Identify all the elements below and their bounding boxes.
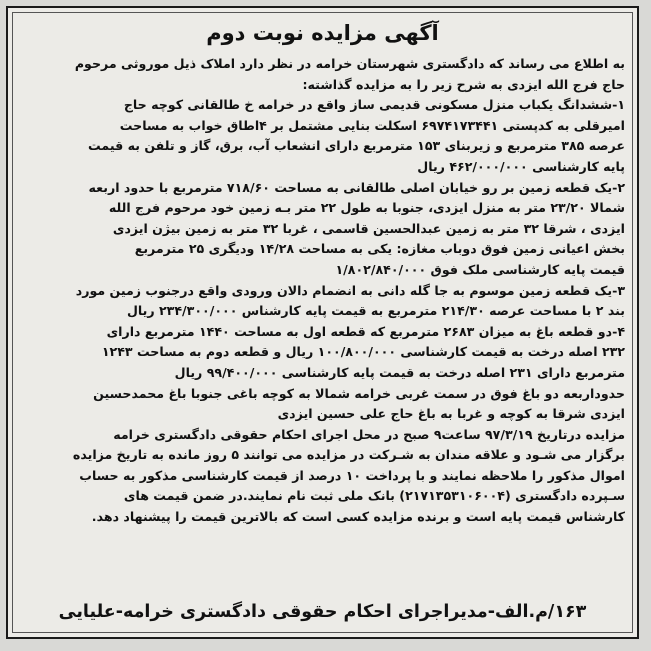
notice-line: سـپرده دادگستری (۲۱۷۱۳۵۳۱۰۶۰۰۴) بانک ملی ثبت نام نمایند.در ضمن قیمت های bbox=[123, 488, 625, 504]
notice-line: ۲۳۲ اصله درخت به قیمت کارشناسی ۱۰۰/۸۰۰/۰۰۰ ریال و قطعه دوم به مساحت ۱۲۴۳ bbox=[101, 344, 625, 360]
notice-line: برگزار می شـود و علاقه مندان به شـرکت در مزایده می توانند ۵ روز مانده به تاریخ مزایده bbox=[72, 447, 625, 463]
notice-line: ۳-یک قطعه زمین موسوم به جا گله دانی به انضمام دالان ورودی واقع درجنوب زمین مورد bbox=[75, 282, 625, 298]
notice-content bbox=[20, 18, 625, 629]
notice-line: کارشناس قیمت پایه است و برنده مزایده کسی است که بالاترین قیمت را پیشنهاد دهد. bbox=[91, 509, 625, 525]
notice-line: مزایده درتاریخ ۹۷/۳/۱۹ ساعت۹ صبح در محل اجرای احکام حقوقی دادگستری خرامه bbox=[113, 426, 625, 442]
notice-line: به اطلاع می رساند که دادگستری شهرستان خرامه در نظر دارد املاک ذیل موروثی مرحوم bbox=[74, 56, 625, 71]
notice-line: قیمت پایه کارشناسی ملک فوق ۱/۸۰۲/۸۴۰/۰۰۰ bbox=[335, 261, 625, 277]
notice-line: ۲-یک قطعه زمین بر رو خیابان اصلی طالقانی به مساحت ۷۱۸/۶۰ مترمربع با حدود اربعه bbox=[88, 179, 625, 195]
notice-title: آگهی مزایده نوبت دوم bbox=[206, 21, 439, 45]
notice-line: شمالا ۲۳/۲۰ متر به منزل ایزدی، جنوبا به طول ۲۲ متر بـه زمین خود مرحوم فرج الله bbox=[108, 200, 625, 216]
notice-line: پایه کارشناسی ۴۶۲/۰۰۰/۰۰۰ ریال bbox=[417, 158, 625, 174]
notice-line: مترمربع دارای ۲۳۱ اصله درخت به قیمت پایه کارشناسی ۹۹/۴۰۰/۰۰۰ ریال bbox=[174, 364, 625, 380]
notice-line: بخش اعیانی زمین فوق دوباب مغازه: یکی به مساحت ۱۴/۲۸ ودیگری ۲۵ مترمربع bbox=[134, 241, 625, 257]
notice-line: حاج فرج الله ایزدی به شرح زیر را به مزایده گذاشته: bbox=[302, 76, 625, 92]
notice-line: عرصه ۳۸۵ مترمربع و زیربنای ۱۵۳ مترمربع دارای انشعاب آب، برق، گاز و تلفن به قیمت bbox=[88, 138, 625, 154]
notice-line: ایزدی شرقا به کوچه و غربا به باغ حاج علی حسین ایزدی bbox=[277, 406, 625, 422]
notice-line: اموال مذکور را ملاحظه نمایند و با پرداخت ۱۰ درصد از قیمت کارشناسی مذکور به حساب bbox=[79, 467, 625, 483]
notice-line: ۱-ششدانگ یکباب منزل مسکونی قدیمی ساز واقع در خرامه خ طالقانی کوچه حاج bbox=[123, 97, 625, 113]
notice-line: ایزدی ، شرقا ۳۲ متر به زمین عبدالحسین قاسمی ، غربا ۳۲ متر به زمین بیژن ایزدی bbox=[112, 220, 625, 236]
notice-line: امیرقلی به کدپستی ۶۹۷۴۱۷۳۴۴۱ اسکلت بنایی مشتمل بر ۴اطاق خواب به مساحت bbox=[119, 117, 625, 133]
notice-body bbox=[20, 54, 625, 528]
notice-line: ۴-دو قطعه باغ به میزان ۲۶۸۳ مترمربع که قطعه اول به مساحت ۱۴۴۰ مترمربع دارای bbox=[106, 323, 625, 339]
notice-footer: ۱۶۳/م.الف-مدیراجرای احکام حقوقی دادگستری خرامه-علیایی bbox=[58, 602, 587, 622]
notice-line: بند ۲ با مساحت عرصه ۲۱۴/۳۰ مترمربع به قیمت پایه کارشناس ۲۳۴/۳۰۰/۰۰۰ ریال bbox=[126, 303, 625, 319]
notice-line: حدوداربعه دو باغ فوق در سمت غربی خرامه شمالا به کوچه باغی جنوبا باغ محمدحسین bbox=[93, 385, 625, 401]
notice-frame bbox=[6, 6, 639, 639]
